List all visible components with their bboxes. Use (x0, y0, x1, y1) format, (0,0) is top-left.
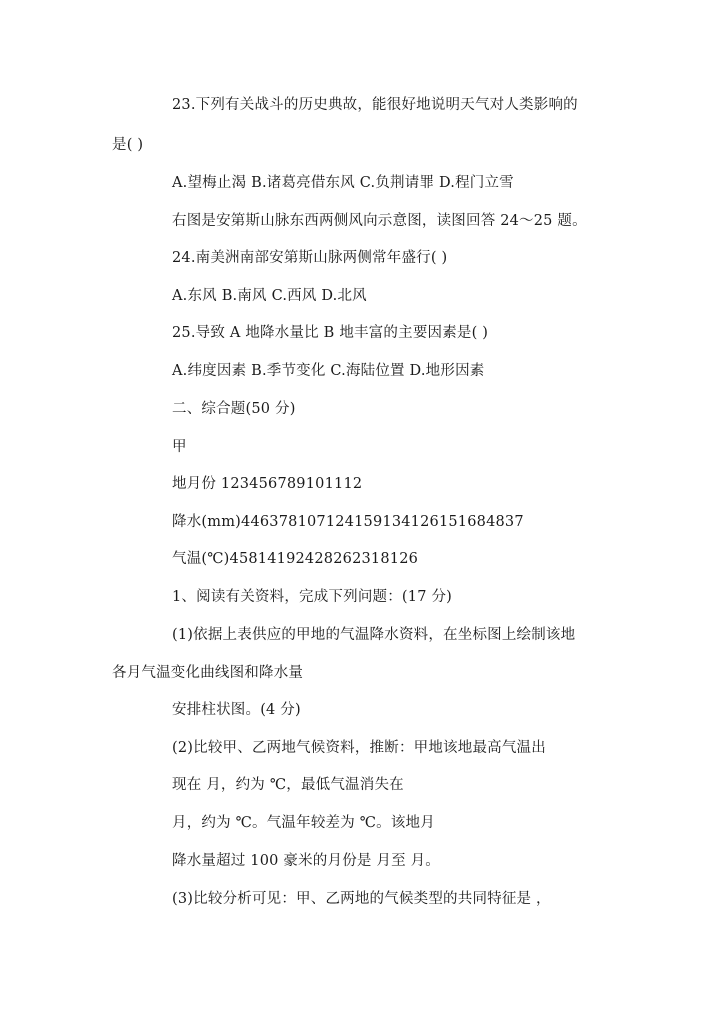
question-1-part-1-continued: 各月气温变化曲线图和降水量 (112, 665, 304, 681)
question-1-part-1-end: 安排柱状图。(4 分) (172, 702, 301, 718)
question-1-part-2-line-4: 降水量超过 100 豪米的月份是 月至 月。 (172, 853, 441, 869)
question-24-options: A.东风 B.南风 C.西风 D.北风 (172, 288, 367, 304)
question-1-part-3: (3)比较分析可见：甲、乙两地的气候类型的共同特征是 ， (172, 891, 551, 907)
question-1-stem: 1、阅读有关资料，完成下列问题：(17 分) (172, 589, 452, 605)
question-23-stem: 23.下列有关战斗的历史典故，能很好地说明天气对人类影响的 (172, 97, 578, 113)
section-heading: 二、综合题(50 分) (172, 401, 296, 417)
question-1-part-2-line-2: 现在 月，约为 ℃，最低气温消失在 (172, 777, 404, 793)
question-23-stem-continued: 是( ) (112, 137, 144, 153)
table-row-months: 地月份 123456789101112 (172, 476, 363, 492)
question-23-options: A.望梅止渴 B.诸葛亮借东风 C.负荆请罪 D.程门立雪 (172, 175, 514, 191)
table-row-precipitation: 降水(mm)446378107124159134126151684837 (172, 514, 524, 530)
question-25-stem: 25.导致 A 地降水量比 B 地丰富的主要因素是( ) (172, 325, 489, 341)
figure-instruction: 右图是安第斯山脉东西两侧风向示意图，读图回答 24～25 题。 (172, 213, 587, 229)
question-1-part-2-line-3: 月，约为 ℃。气温年较差为 ℃。该地月 (172, 815, 435, 831)
question-25-options: A.纬度因素 B.季节变化 C.海陆位置 D.地形因素 (172, 363, 485, 379)
question-24-stem: 24.南美洲南部安第斯山脉两侧常年盛行( ) (172, 250, 448, 266)
question-1-part-1: (1)依据上表供应的甲地的气温降水资料，在坐标图上绘制该地 (172, 627, 576, 643)
table-row-temperature: 气温(℃)45814192428262318126 (172, 551, 419, 567)
table-label: 甲 (172, 439, 187, 455)
question-1-part-2: (2)比较甲、乙两地气候资料，推断：甲地该地最高气温出 (172, 740, 546, 756)
